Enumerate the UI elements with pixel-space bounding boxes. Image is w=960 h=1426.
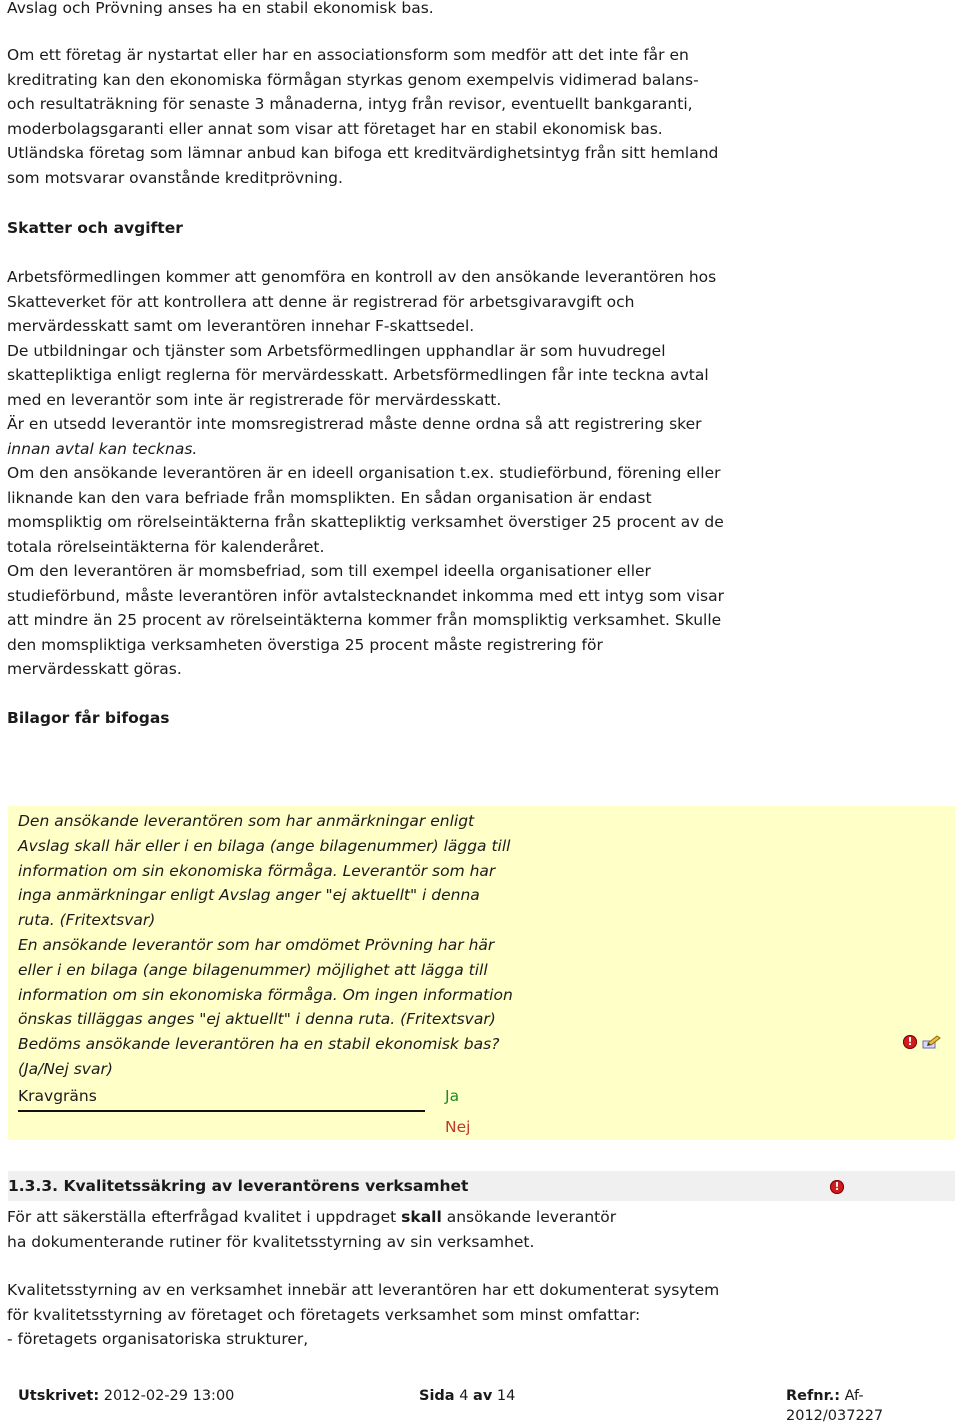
text-line: mervärdesskatt samt om leverantören innehar F-skattsedel. [7,317,475,335]
text-segment: ansökande leverantör [441,1208,617,1226]
text-line: - företagets organisatoriska strukturer, [7,1330,309,1348]
text-line [7,1205,616,1230]
text-line: totala rörelseintäkterna för kalenderåret. [7,537,325,556]
text-line: Utländska företag som lämnar anbud kan bifoga ett kreditvärdighetsintyg från sitt hemland [7,144,719,162]
question-line: inga anmärkningar enligt Avslag anger "ej aktuellt" i denna [18,886,480,905]
credit-paragraph [7,43,718,190]
text-line: som motsvarar ovanstånde kreditprövning. [7,168,343,187]
quality-paragraph-a [7,1205,616,1254]
footer-printed [18,1386,234,1406]
question-line: En ansökande leverantör som har omdömet Prövning har här [18,935,495,954]
question-box [8,806,955,1140]
footer-page-total: 14 [496,1388,516,1404]
text-segment: För att säkerställa efterfrågad kvalitet i uppdraget [7,1208,402,1226]
pencil-edit-icon[interactable] [922,1034,942,1050]
footer-ref-label: Refnr.: [786,1388,841,1404]
question-line: information om sin ekonomiska förmåga. Om ingen information [18,985,513,1004]
footer-page-of: av [473,1388,493,1404]
question-line: Den ansökande leverantören som har anmärkningar enligt [18,812,475,830]
warning-icon: ! [830,1180,844,1194]
question-line: (Ja/Nej svar) [18,1059,113,1078]
text-line: att mindre än 25 procent av rörelseintäkterna kommer från momspliktig verksamhet. Skulle [7,611,722,629]
text-line: Arbetsförmedlingen kommer att genomföra en kontroll av den ansökande leverantören hos [7,268,717,286]
section-header-bar [8,1171,955,1201]
question-line: eller i en bilaga (ange bilagenummer) möjlighet att lägga till [18,960,488,979]
intro-tail-text: Avslag och Prövning anses ha en stabil ekonomisk bas. [7,0,434,17]
section-heading-bilagor: Bilagor får bifogas [7,709,170,727]
text-line: ha dokumenterande rutiner för kvalitetsstyrning av sin verksamhet. [7,1232,535,1251]
text-line: den momspliktiga verksamheten överstiga 25 procent måste registrering för [7,635,603,654]
section-number: 1.3.3. [8,1177,59,1195]
text-line: moderbolagsgaranti eller annat som visar att företaget har en stabil ekonomisk bas. [7,119,663,138]
question-line: ruta. (Fritextsvar) [18,911,156,930]
section-title-text: Kvalitetssäkring av leverantörens verksamhet [63,1177,469,1195]
footer-printed-value: 2012-02-29 13:00 [99,1388,235,1404]
text-line: med en leverantör som inte är registrerade för mervärdesskatt. [7,390,502,409]
text-line: för kvalitetsstyrning av företaget och företagets verksamhet som minst omfattar: [7,1305,641,1324]
footer-page-label: Sida [419,1388,455,1404]
warning-icon: ! [903,1035,917,1049]
text-line: mervärdesskatt göras. [7,660,182,678]
question-text [18,809,513,1082]
text-line: Om den ansökande leverantören är en ideell organisation t.ex. studieförbund, förening eller [7,464,721,482]
text-line: Är en utsedd leverantör inte momsregistrerad måste denne ordna så att registrering sker [7,415,702,433]
text-line: studieförbund, måste leverantören inför avtalstecknandet inkomma med ett intyg som visar [7,586,724,605]
section-title [8,1174,468,1198]
text-line: De utbildningar och tjänster som Arbetsförmedlingen upphandlar är som huvudregel [7,341,666,360]
text-line: momspliktig om rörelseintäkterna från skattepliktig verksamhet överstiger 25 procent av de [7,513,724,531]
footer-ref-value: Af-2012/037227 [786,1388,884,1424]
question-line: information om sin ekonomiska förmåga. Leverantör som har [18,861,496,880]
text-line: innan avtal kan tecknas. [7,439,198,458]
text-line: Om den leverantören är momsbefriad, som till exempel ideella organisationer eller [7,562,651,580]
section-heading-skatter: Skatter och avgifter [7,219,183,237]
text-line: kreditrating kan den ekonomiska förmågan styrkas genom exempelvis vidimerad balans- [7,70,699,89]
question-line: Bedöms ansökande leverantören ha en stabil ekonomisk bas? [18,1035,500,1054]
text-line: Kvalitetsstyrning av en verksamhet innebär att leverantören har ett dokumenterat sysytem [7,1281,720,1299]
quality-paragraph-b [7,1278,719,1352]
kravgrans-underline [18,1110,425,1112]
footer-printed-label: Utskrivet: [18,1388,100,1404]
kravgrans-label: Kravgräns [18,1087,97,1105]
text-line: skattepliktiga enligt reglerna för mervärdesskatt. Arbetsförmedlingen får inte teckna avtal [7,366,709,384]
option-ja[interactable]: Ja [445,1087,460,1105]
text-line: liknande kan den vara befriade från momsplikten. En sådan organisation är endast [7,488,652,507]
footer-page-current: 4 [459,1388,469,1404]
footer-ref [786,1386,960,1426]
text-line: Skatteverket för att kontrollera att denne är registrerad för arbetsgivaravgift och [7,292,635,311]
text-line: Om ett företag är nystartat eller har en associationsform som medför att det inte får en [7,46,689,64]
footer-page [419,1386,515,1406]
question-line: Avslag skall här eller i en bilaga (ange bilagenummer) lägga till [18,836,511,855]
emphasis-skall: skall [401,1208,442,1226]
option-nej[interactable]: Nej [445,1118,471,1136]
tax-paragraph [7,265,724,682]
question-line: önskas tilläggas anges "ej aktuellt" i denna ruta. (Fritextsvar) [18,1010,496,1029]
text-line: och resultaträkning för senaste 3 månaderna, intyg från revisor, eventuellt bankgaranti, [7,95,693,113]
